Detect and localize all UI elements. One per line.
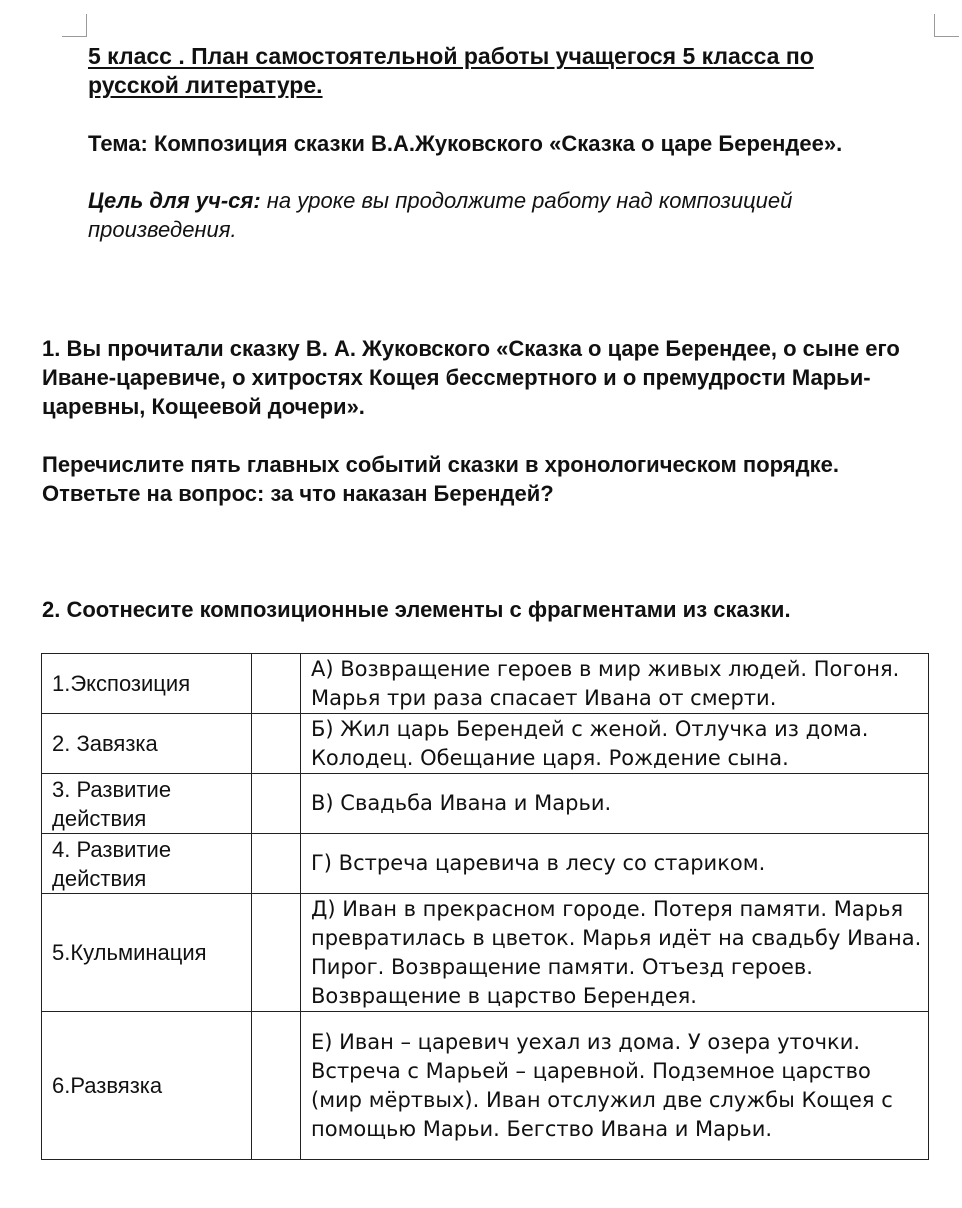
task-1-instructions [42, 450, 922, 508]
table-row [42, 834, 929, 894]
composition-element: 1.Экспозиция [42, 654, 252, 714]
answer-cell[interactable] [252, 1012, 301, 1160]
answer-cell[interactable] [252, 774, 301, 834]
story-fragment: Е) Иван – царевич уехал из дома. У озера уточки. Встреча с Марьей – царевной. Подземное царство (мир мёртвых). Иван отслужил две службы Кощея с помощью Марьи. Бегство Ивана и Марьи. [301, 1012, 929, 1160]
table-row [42, 894, 929, 1012]
composition-element: 5.Кульминация [42, 894, 252, 1012]
table-row [42, 1012, 929, 1160]
goal-label: Цель для уч-ся: [88, 188, 261, 213]
composition-element: 4. Развитие действия [42, 834, 252, 894]
composition-element: 2. Завязка [42, 714, 252, 774]
title-line-1: 5 класс . План самостоятельной работы учащегося 5 класса по [88, 43, 814, 69]
composition-element: 6.Развязка [42, 1012, 252, 1160]
page-corner-mark-right [934, 14, 959, 37]
lesson-goal [88, 186, 908, 244]
table-row [42, 654, 929, 714]
story-fragment: А) Возвращение героев в мир живых людей. Погоня. Марья три раза спасает Ивана от смерти. [301, 654, 929, 714]
goal-text: на уроке вы продолжите работу над композицией произведения. [88, 188, 793, 242]
task-2-question: 2. Соотнесите композиционные элементы с фрагментами из сказки. [42, 597, 791, 622]
story-fragment: В) Свадьба Ивана и Марьи. [301, 774, 929, 834]
story-fragment: Г) Встреча царевича в лесу со стариком. [301, 834, 929, 894]
table-row [42, 714, 929, 774]
task-1-instruction-2: Ответьте на вопрос: за что наказан Берендей? [42, 481, 554, 506]
matching-table [41, 653, 929, 1160]
answer-cell[interactable] [252, 894, 301, 1012]
task-1-question-text: 1. Вы прочитали сказку В. А. Жуковского «Сказка о царе Берендее, о сыне его Иване-царевиче, о хитростях Кощея бессмертного и о премудрости Марьи-царевны, Кощеевой дочери». [42, 336, 900, 419]
story-fragment: Б) Жил царь Берендей с женой. Отлучка из дома. Колодец. Обещание царя. Рождение сына. [301, 714, 929, 774]
task-1-question [42, 334, 922, 421]
lesson-theme: Тема: Композиция сказки В.А.Жуковского «Сказка о царе Берендее». [88, 131, 843, 156]
answer-cell[interactable] [252, 714, 301, 774]
composition-element: 3. Развитие действия [42, 774, 252, 834]
table-row [42, 774, 929, 834]
answer-cell[interactable] [252, 654, 301, 714]
document-title [88, 42, 908, 100]
title-line-2: русской литературе. [88, 72, 323, 98]
story-fragment: Д) Иван в прекрасном городе. Потеря памяти. Марья превратилась в цветок. Марья идёт на свадьбу Ивана. Пирог. Возвращение памяти. Отъезд героев. Возвращение в царство Берендея. [301, 894, 929, 1012]
answer-cell[interactable] [252, 834, 301, 894]
task-1-instruction-1: Перечислите пять главных событий сказки в хронологическом порядке. [42, 452, 839, 477]
page-corner-mark-left [62, 14, 87, 37]
